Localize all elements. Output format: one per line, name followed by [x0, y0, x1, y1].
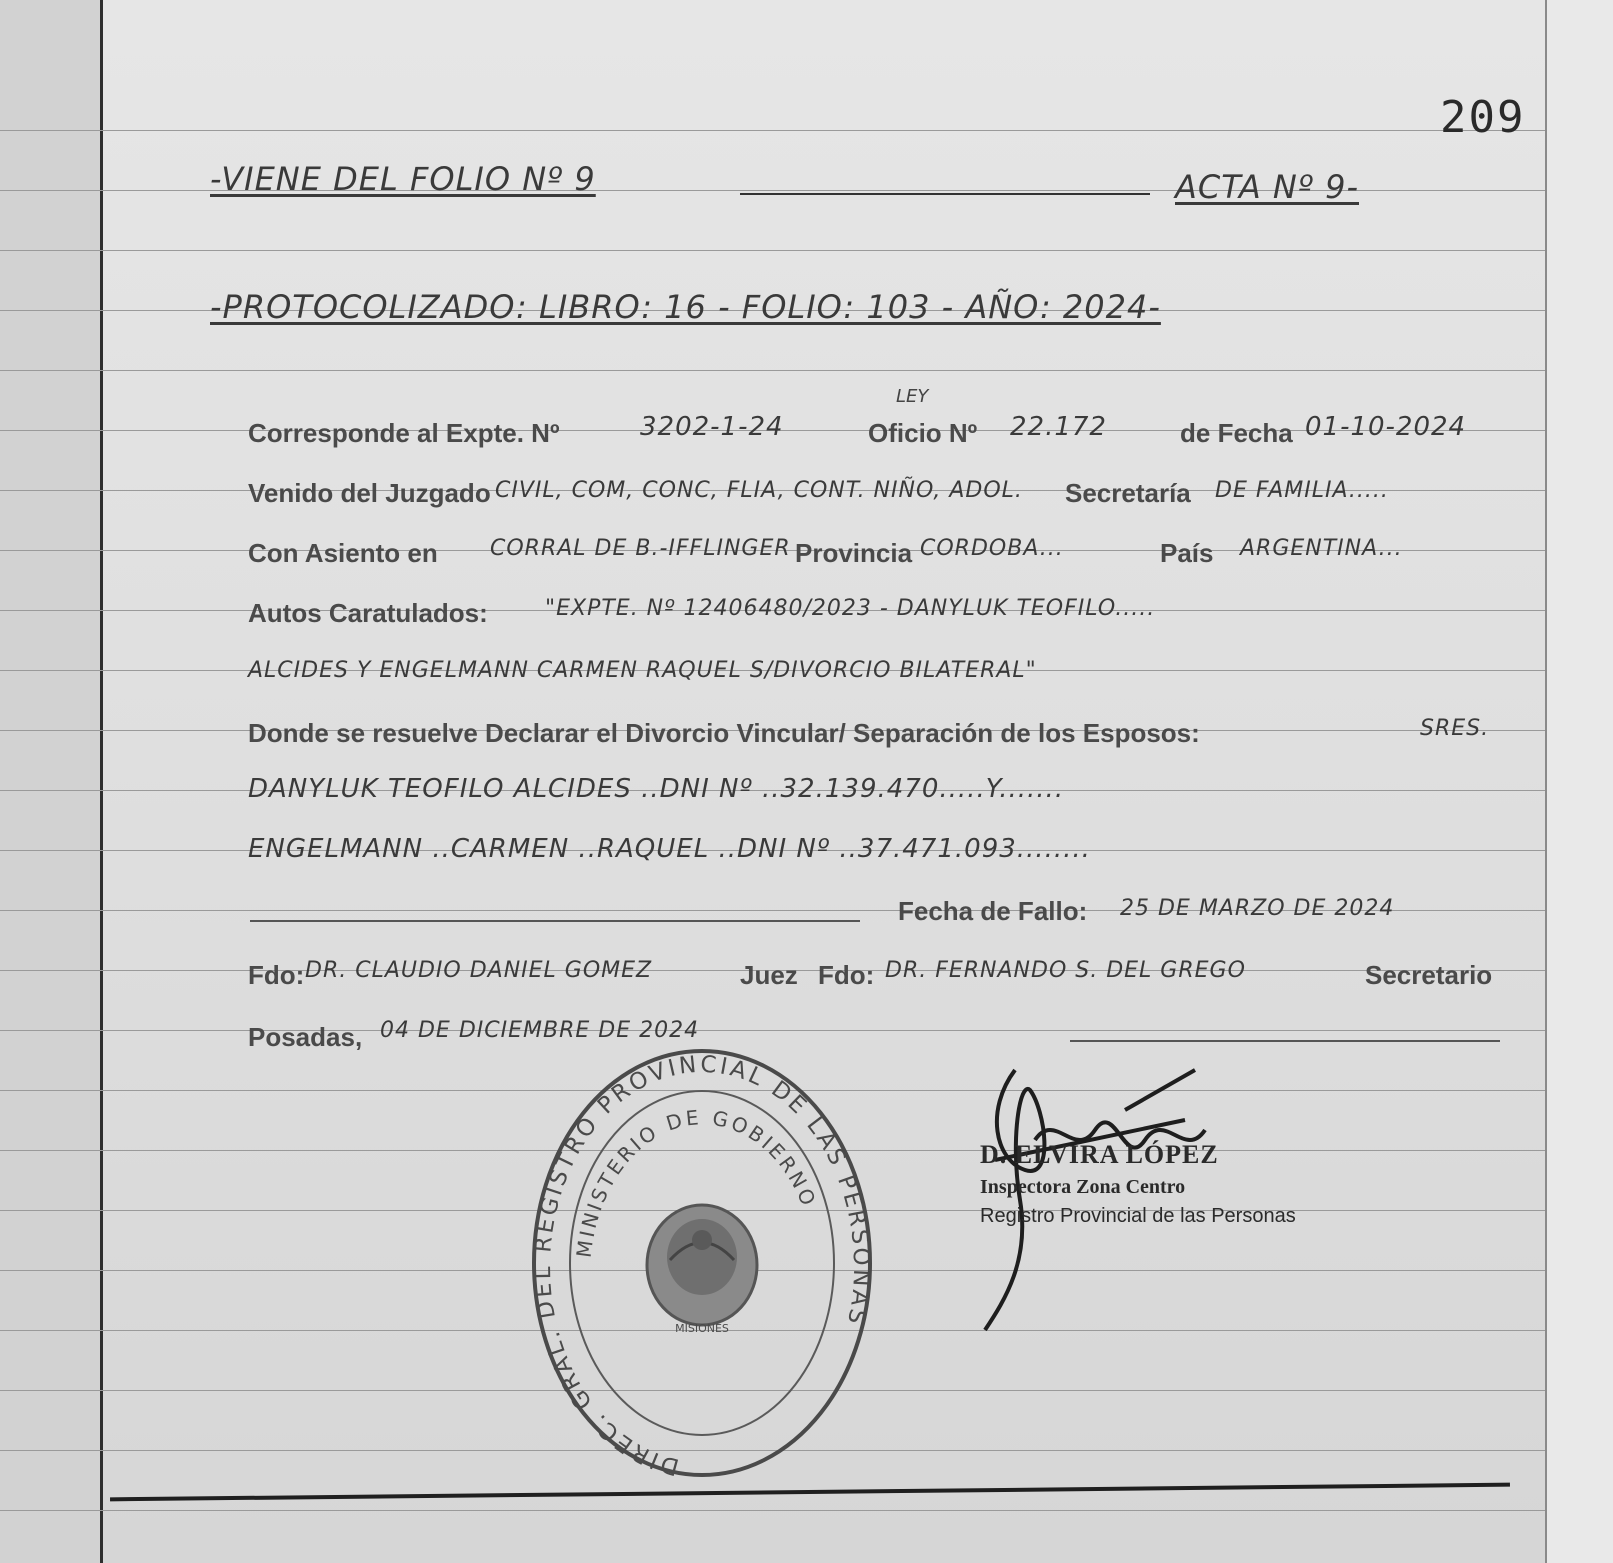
expte-value: 3202-1-24 [640, 412, 784, 442]
fdo-label: Fdo: [248, 960, 305, 990]
asiento-value: CORRAL DE B.-IFFLINGER [490, 536, 791, 561]
right-page-edge [1545, 0, 1613, 1563]
lugar-value: 04 DE DICIEMBRE DE 2024 [380, 1018, 700, 1043]
ruled-line [0, 1030, 1545, 1031]
lugar-dotted-line [1070, 1040, 1500, 1042]
autos-value-line2: ALCIDES Y ENGELMANN CARMEN RAQUEL S/DIVORCIO BILATERAL" [248, 658, 1037, 683]
bottom-rule [110, 1483, 1510, 1502]
esposa-line: ENGELMANN ..CARMEN ..RAQUEL ..DNI Nº ..37.471.093........ [248, 834, 1091, 864]
margin-rule [100, 0, 103, 1563]
oficio-value: 22.172 [1010, 412, 1107, 442]
seal-inner-text: MINISTERIO DE GOBIERNO [571, 1105, 822, 1260]
resuelve-label: Donde se resuelve Declarar el Divorcio Vincular/ Separación de los Esposos: [248, 718, 1200, 748]
secretario-value: DR. FERNANDO S. DEL GREGO [885, 958, 1246, 983]
expte-label: Corresponde al Expte. Nº [248, 418, 560, 448]
juzgado-label: Venido del Juzgado [248, 478, 491, 508]
official-seal [530, 1045, 875, 1480]
ruled-line [0, 250, 1545, 251]
ruled-line [0, 1510, 1545, 1511]
secretaria-label: Secretaría [1065, 478, 1191, 508]
juzgado-value: CIVIL, COM, CONC, FLIA, CONT. NIÑO, ADOL. [495, 478, 1023, 503]
provincia-label: Provincia [795, 538, 913, 568]
esposo-line: DANYLUK TEOFILO ALCIDES ..DNI Nº ..32.139.470.....Y....... [248, 774, 1065, 804]
fecha-label: de Fecha [1180, 418, 1293, 448]
signature-block [980, 1140, 1340, 1228]
signer-organization: Registro Provincial de las Personas [980, 1205, 1296, 1227]
lugar-label: Posadas, [248, 1022, 363, 1052]
asiento-label: Con Asiento en [248, 538, 438, 568]
left-margin-strip [0, 0, 100, 1563]
juez-value: DR. CLAUDIO DANIEL GOMEZ [305, 958, 653, 983]
oficio-label: Oficio Nº [868, 418, 978, 448]
juez-label: Juez [740, 960, 798, 990]
signer-name: D. ELVIRA LÓPEZ [980, 1140, 1219, 1169]
signer-title: Inspectora Zona Centro [980, 1176, 1186, 1198]
ruled-line [0, 130, 1545, 131]
fallo-label: Fecha de Fallo: [898, 896, 1088, 926]
header-protocolizado: -PROTOCOLIZADO: LIBRO: 16 - FOLIO: 103 - AÑO: 2024- [210, 288, 1161, 326]
pais-value: ARGENTINA... [1240, 536, 1403, 561]
ruled-line [0, 370, 1545, 371]
header-viene-del-folio: -VIENE DEL FOLIO Nº 9 [210, 160, 596, 198]
autos-label: Autos Caratulados: [248, 598, 488, 628]
ley-note: LEY [896, 386, 929, 407]
autos-value-line1: "EXPTE. Nº 12406480/2023 - DANYLUK TEOFILO..... [545, 596, 1156, 621]
fecha-value: 01-10-2024 [1305, 412, 1467, 442]
secretaria-value: DE FAMILIA..... [1215, 478, 1389, 503]
fdo2-label: Fdo: [818, 960, 875, 990]
folio-number: 209 [1440, 92, 1526, 143]
header-acta-number: ACTA Nº 9- [1175, 168, 1359, 206]
pais-label: País [1160, 538, 1214, 568]
fallo-value: 25 DE MARZO DE 2024 [1120, 896, 1395, 921]
seal-center-text: MISIONES [675, 1322, 729, 1335]
seal-outer-text: DIREC. GRAL. DEL REGISTRO PROVINCIAL DE LAS PERSONAS [530, 1051, 875, 1480]
coat-of-arms-icon [647, 1205, 757, 1325]
header-dash-line [740, 193, 1150, 195]
provincia-value: CORDOBA... [920, 536, 1064, 561]
resuelve-value: SRES. [1420, 716, 1490, 741]
secretario-label: Secretario [1365, 960, 1493, 990]
fallo-dotted-line [250, 920, 860, 922]
